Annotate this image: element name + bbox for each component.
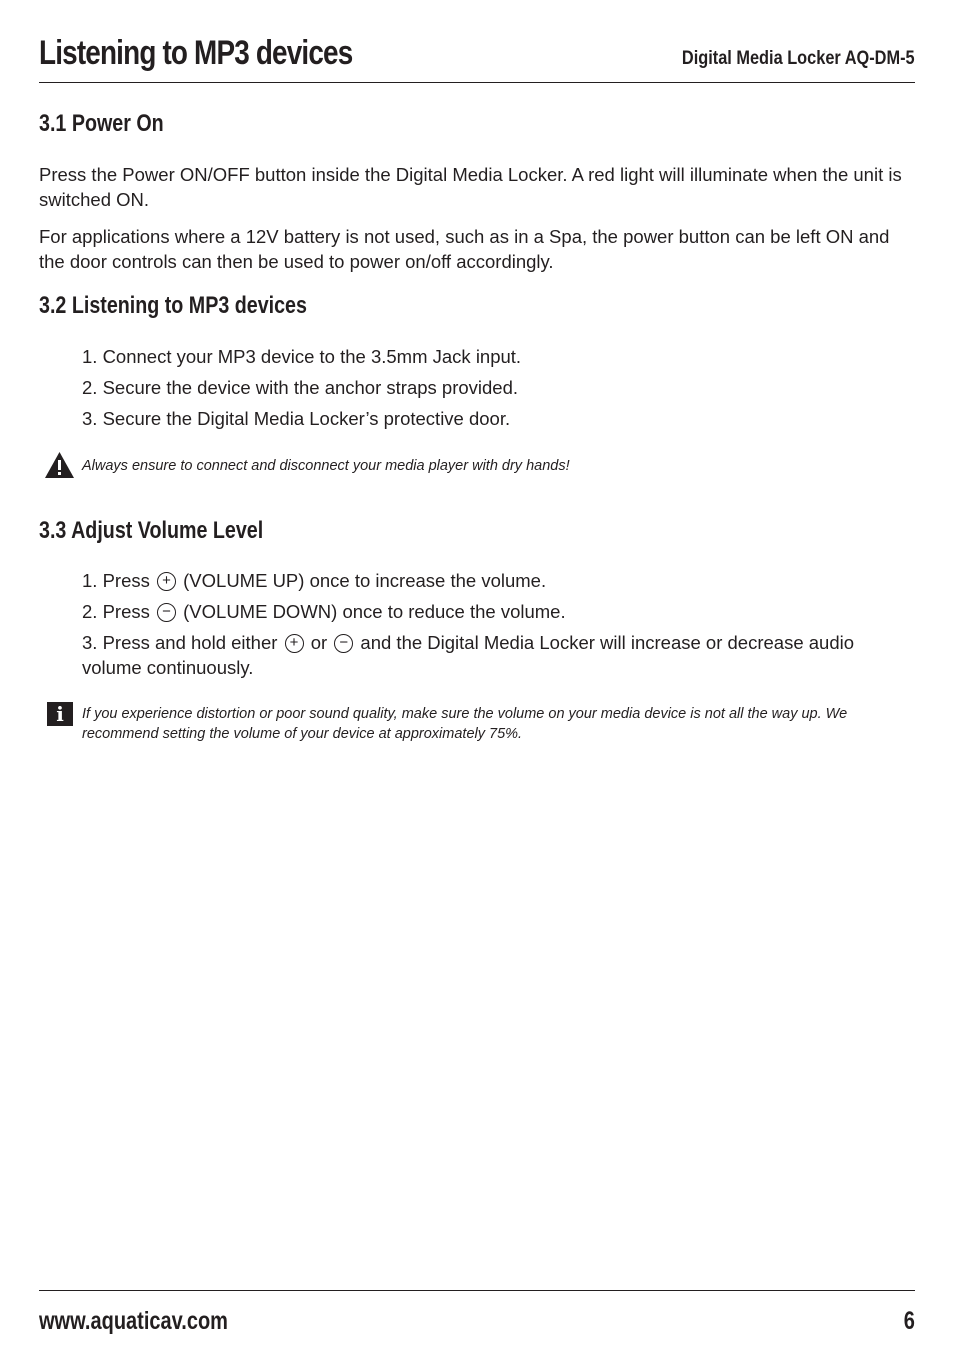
list-item-volume-up <box>82 569 546 594</box>
paragraph-spa-applications: For applications where a 12V battery is not used, such as in a Spa, the power button can be left ON and the door controls can then be used to power on/off accordingly. <box>39 226 890 272</box>
list-item-secure-door: 3. Secure the Digital Media Locker’s protective door. <box>82 408 511 429</box>
step-text: 1. Press <box>82 570 150 591</box>
page-title: Listening to MP3 devices <box>39 34 353 72</box>
step-text: 3. Press and hold either <box>82 632 278 653</box>
page-number: 6 <box>903 1307 915 1335</box>
volume-down-icon <box>334 634 353 653</box>
page-footer <box>39 1290 915 1341</box>
step-text: and the Digital Media Locker will increase or decrease audio volume continuously. <box>82 632 855 678</box>
step-text: or <box>310 632 328 653</box>
list-item-press-and-hold <box>82 631 915 680</box>
step-text: (VOLUME UP) once to increase the volume. <box>183 570 547 591</box>
warning-text: Always ensure to connect and disconnect your media player with dry hands! <box>82 458 570 474</box>
minus-glyph: − <box>162 603 171 620</box>
section-heading-listening: 3.2 Listening to MP3 devices <box>39 292 307 319</box>
volume-up-icon <box>285 634 304 653</box>
list-item-secure-device: 2. Secure the device with the anchor straps provided. <box>82 377 519 398</box>
minus-glyph: − <box>339 634 349 651</box>
paragraph-power-button: Press the Power ON/OFF button inside the Digital Media Locker. A red light will illuminate when the unit is switched ON. <box>39 164 902 210</box>
section-heading-power-on: 3.1 Power On <box>39 110 164 137</box>
plus-glyph: + <box>162 572 171 589</box>
document-title: Digital Media Locker AQ-DM-5 <box>682 48 915 69</box>
step-text: 2. Press <box>82 601 150 622</box>
website-url: www.aquaticav.com <box>39 1307 228 1335</box>
warning-triangle-icon <box>44 451 75 479</box>
volume-up-icon <box>157 572 176 591</box>
info-icon: i <box>47 702 73 726</box>
volume-down-icon <box>157 603 176 622</box>
info-text: If you experience distortion or poor sound quality, make sure the volume on your media device is not all the way up. We recommend setting the volume of your device at approximately 75%. <box>82 706 848 742</box>
page-header <box>39 30 915 83</box>
list-item-connect: 1. Connect your MP3 device to the 3.5mm Jack input. <box>82 346 522 367</box>
manual-page <box>39 0 915 1354</box>
section-heading-adjust-volume: 3.3 Adjust Volume Level <box>39 517 264 544</box>
step-text: (VOLUME DOWN) once to reduce the volume. <box>183 601 566 622</box>
list-item-volume-down <box>82 600 566 625</box>
plus-glyph: + <box>289 634 299 651</box>
